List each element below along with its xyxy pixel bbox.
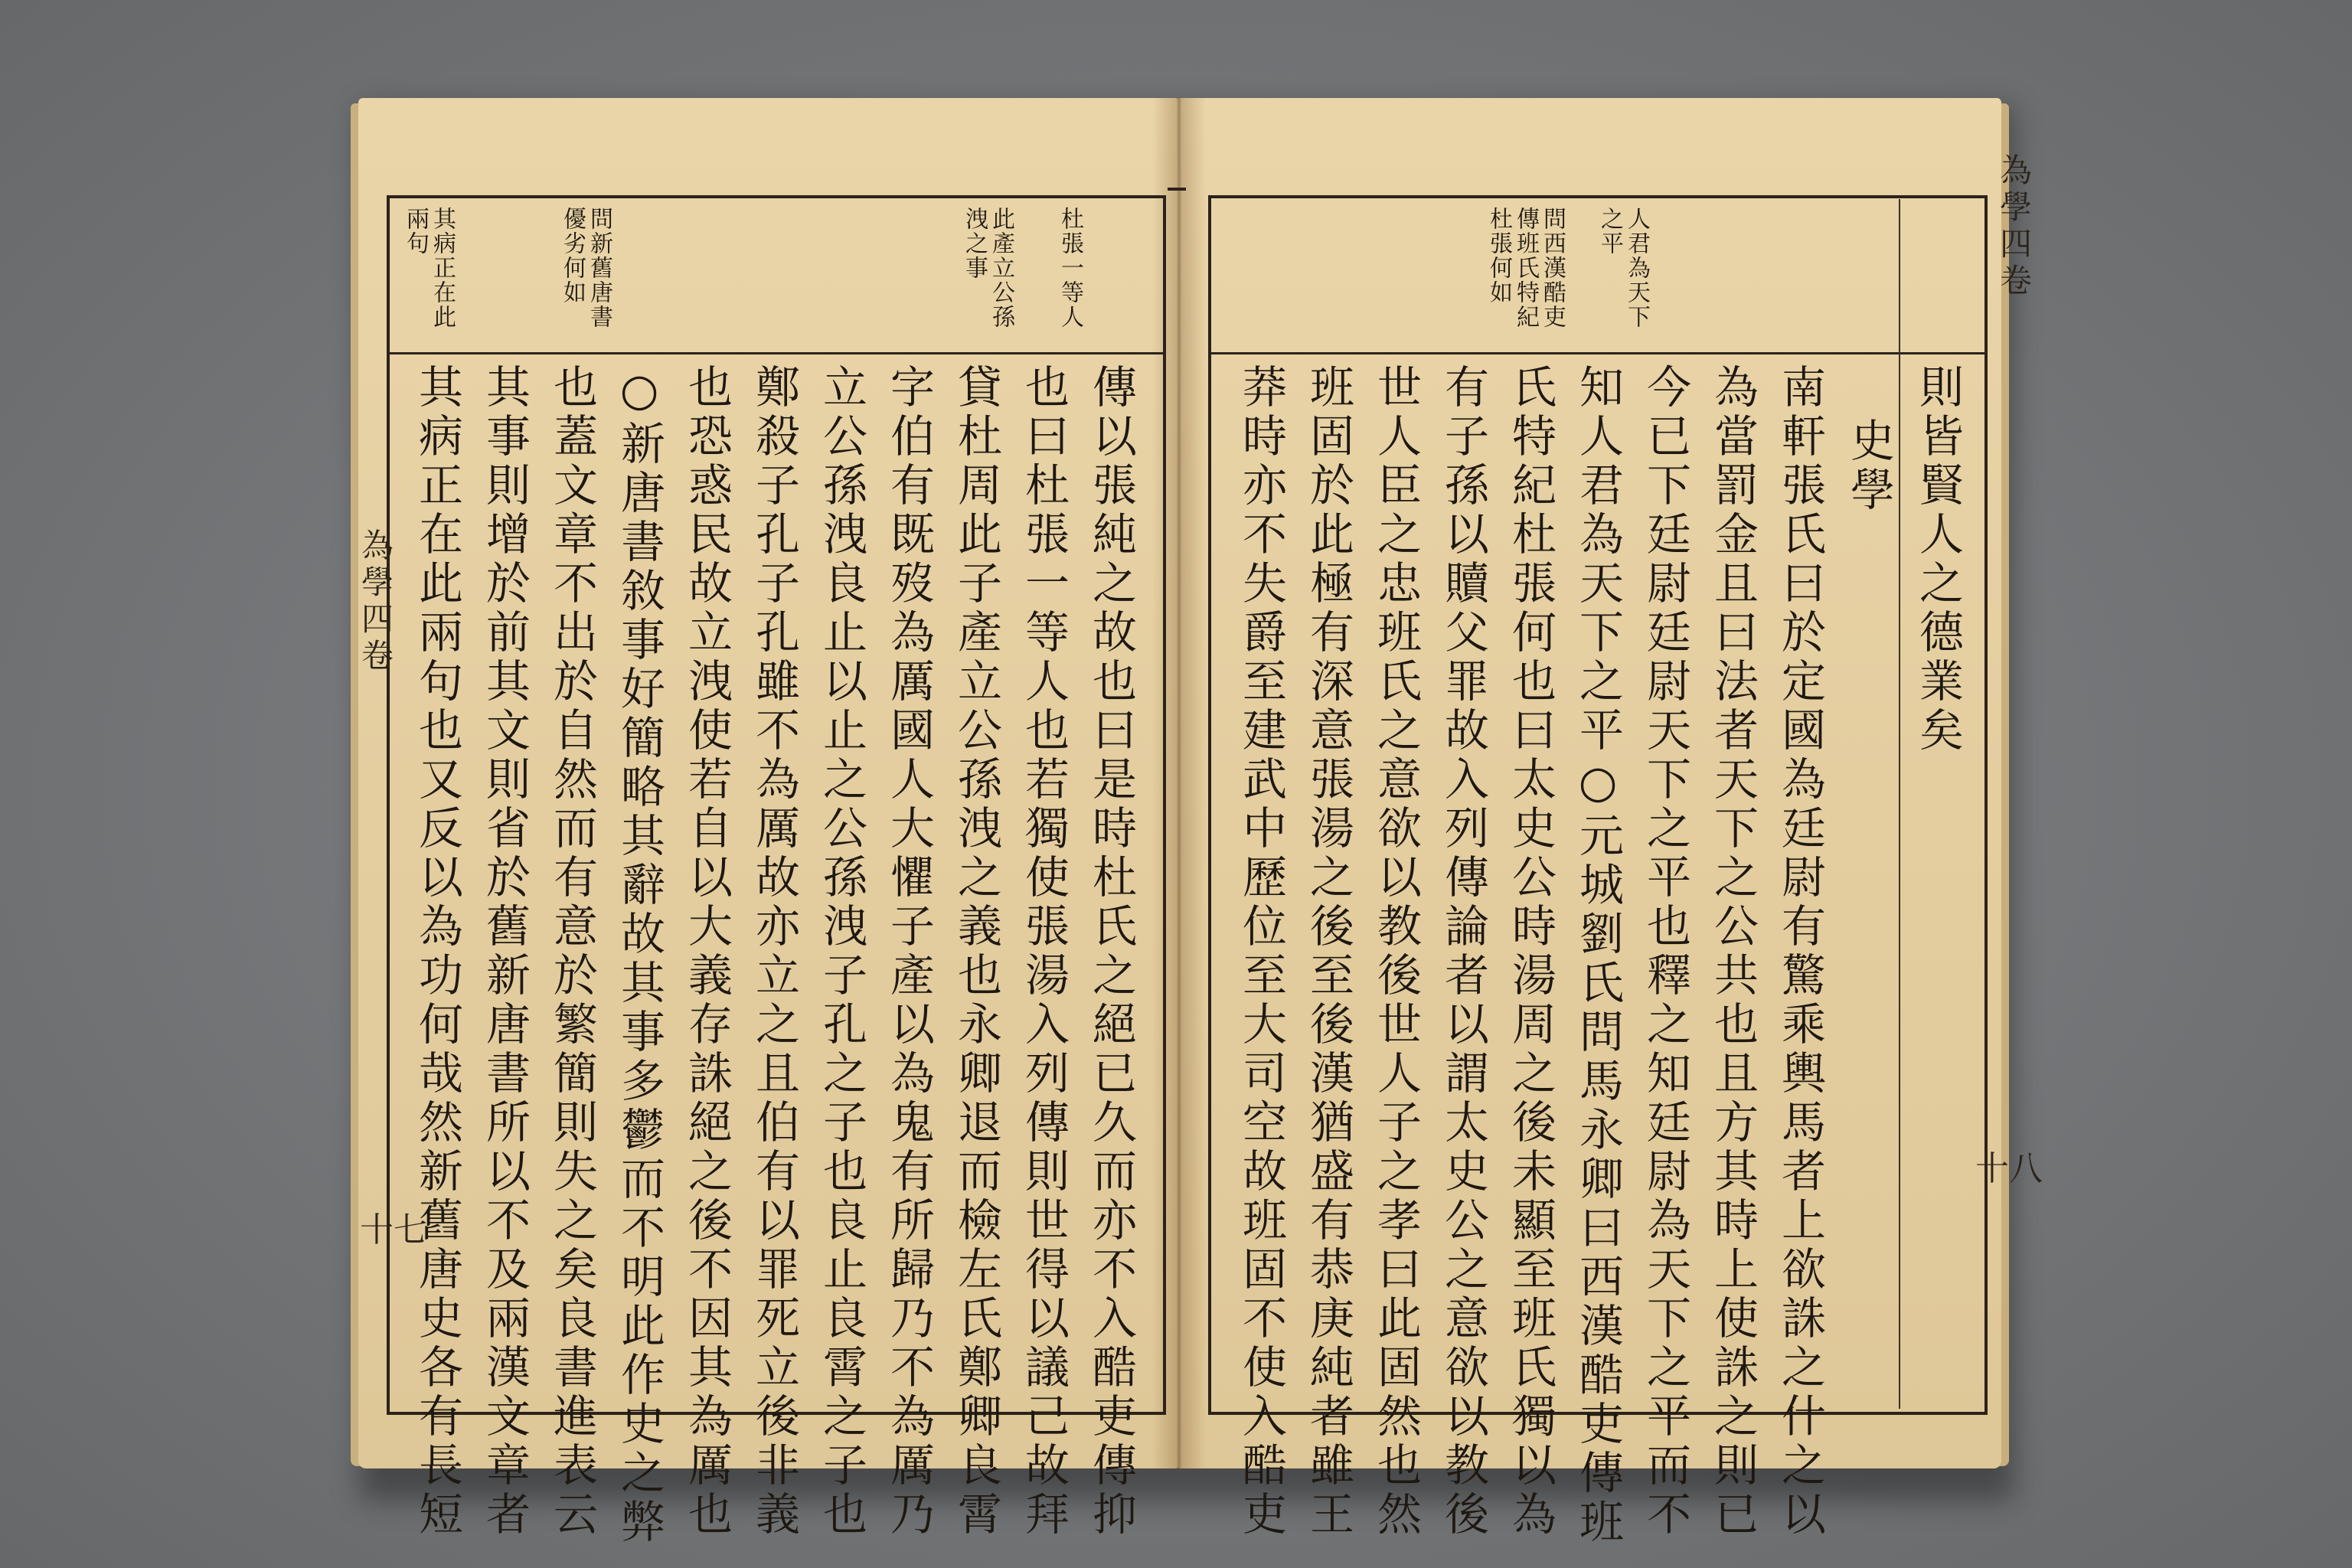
headnote: 人君為天下 <box>1623 207 1650 329</box>
headnote: 兩句 <box>402 207 429 256</box>
text-column: 立公孫洩良止以止之公孫洩子孔之子也良止良霄之子也 <box>815 364 867 1540</box>
section-heading: 史學 <box>1843 417 1895 515</box>
headnote: 洩之事 <box>961 207 988 280</box>
text-column: 莽時亦不失爵至建武中歷位至大司空故班固不使入酷吏 <box>1235 364 1287 1540</box>
right-margin-title: 為學四卷 <box>1995 153 2033 300</box>
right-folio: 十八 <box>1975 1149 2043 1188</box>
headnote: 杜張何如 <box>1485 207 1512 305</box>
text-column: 貸杜周此子產立公孫洩之義也永卿退而檢左氏鄭卿良霄 <box>950 364 1002 1540</box>
headnote: 優劣何如 <box>559 207 586 305</box>
text-column: 有子孫以贖父罪故入列傳論者以謂太史公之意欲以教後 <box>1437 364 1489 1540</box>
right-column-rule <box>1899 199 1900 1409</box>
text-column: 為當罰金且曰法者天下之公共也且方其時上使誅之則已 <box>1707 364 1759 1540</box>
headnote: 此產立公孫 <box>988 207 1014 329</box>
headnote: 杜張一等人 <box>1057 207 1083 329</box>
text-column: ○新唐書敘事好簡略其辭故其事多鬱而不明此作史之弊 <box>613 364 665 1547</box>
headnote: 問西漢酷吏 <box>1539 207 1566 329</box>
text-column: 其病正在此兩句也又反以為功何哉然新舊唐史各有長短 <box>411 364 463 1540</box>
text-column: 鄭殺子孔子孔雖不為厲故亦立之且伯有以罪死立後非義 <box>748 364 800 1540</box>
text-column: 則皆賢人之德業矣 <box>1912 364 1964 756</box>
headnote: 問新舊唐書 <box>586 207 612 329</box>
right-headnote-divider <box>1208 352 1984 354</box>
text-column: 氏特紀杜張何也曰太史公時湯周之後未顯至班氏獨以為 <box>1504 364 1557 1540</box>
text-column: 其事則增於前其文則省於舊新唐書所以不及兩漢文章者 <box>479 364 531 1540</box>
text-column: 南軒張氏曰於定國為廷尉有驚乘輿馬者上欲誅之什之以 <box>1774 364 1826 1540</box>
text-column: 知人君為天下之平○元城劉氏問馬永卿曰西漢酷吏傳班 <box>1572 364 1624 1547</box>
headnote: 之平 <box>1596 207 1623 256</box>
text-column: 也曰杜張一等人也若獨使張湯入列傳則世得以議己故拜 <box>1018 364 1070 1540</box>
text-column: 也恐惑民故立洩使若自以大義存誅絕之後不因其為厲也 <box>681 364 733 1540</box>
center-fold-mark <box>1168 188 1186 203</box>
left-headnote-divider <box>387 352 1163 354</box>
text-column: 班固於此極有深意張湯之後至後漢猶盛有恭庚純者雖王 <box>1302 364 1354 1540</box>
left-margin-title: 為學四卷 <box>357 528 394 675</box>
text-column: 今已下廷尉廷尉天下之平也釋之知廷尉為天下之平而不 <box>1639 364 1691 1540</box>
text-column: 也蓋文章不出於自然而有意於繁簡則失之矣良書進表云 <box>546 364 598 1540</box>
headnote: 其病正在此 <box>429 207 456 329</box>
text-column: 世人臣之忠班氏之意欲以教後世人子之孝曰此固然也然 <box>1370 364 1422 1540</box>
left-folio: 十七 <box>360 1210 427 1250</box>
text-column: 傳以張純之故也曰是時杜氏之絕已久而亦不入酷吏傳抑 <box>1085 364 1137 1540</box>
text-column: 字伯有既歿為厲國人大懼子產以為鬼有所歸乃不為厲乃 <box>883 364 935 1540</box>
headnote: 傳班氏特紀 <box>1512 207 1539 329</box>
